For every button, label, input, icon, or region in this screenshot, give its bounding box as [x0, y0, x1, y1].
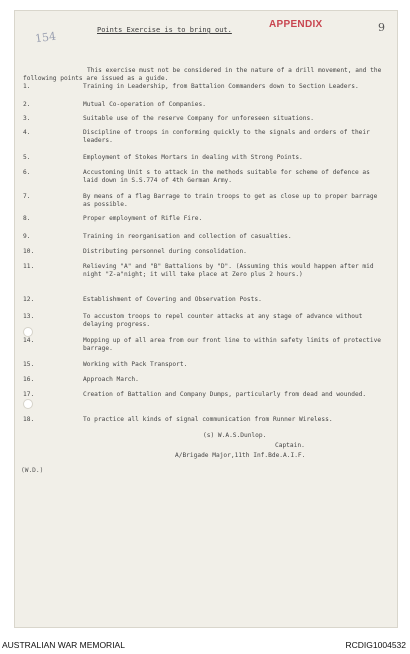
item-text: Suitable use of the reserve Company for unforeseen situations.	[83, 115, 314, 122]
item-text: Mopping up of all area from our front line to within safety limits of protective barrage.	[83, 337, 382, 352]
item-text: To practice all kinds of signal communication from Runner Wireless.	[83, 416, 333, 423]
page-number: 9	[378, 21, 385, 34]
item-text: Accustoming Unit s to attack in the methods suitable for scheme of defence as laid down in S.S.774 of 4th German Army.	[83, 169, 370, 184]
item-number: 14.	[23, 337, 35, 344]
item-number: 15.	[23, 361, 35, 368]
item-number: 18.	[23, 416, 35, 423]
document-page	[14, 10, 398, 628]
item-number: 13.	[23, 313, 35, 320]
item-number: 12.	[23, 296, 35, 303]
item-number: 16.	[23, 376, 35, 383]
signature-name: (s) W.A.S.Dunlop.	[203, 432, 267, 439]
item-text: Proper employment of Rifle Fire.	[83, 215, 203, 222]
initials: (W.D.)	[21, 467, 44, 474]
item-text: Discipline of troops in conforming quickly to the signals and orders of their leaders.	[83, 129, 370, 144]
item-text: Relieving "A" and "B" Battalions by "D". (Assuming this would happen after mid night "Z-a"night; it will take place at Zero plus 2 hours.)	[83, 263, 374, 278]
item-text: Training in Leadership, from Battalion Commanders down to Section Leaders.	[83, 83, 359, 90]
item-text: To accustom troops to repel counter attacks at any stage of advance without delaying progress.	[83, 313, 363, 328]
item-text: Training in reorganisation and collection of casualties.	[83, 233, 292, 240]
item-number: 10.	[23, 248, 35, 255]
item-number: 2.	[23, 101, 31, 108]
item-number: 11.	[23, 263, 35, 270]
item-number: 5.	[23, 154, 31, 161]
signature-role: A/Brigade Major,11th Inf.Bde.A.I.F.	[175, 452, 306, 459]
document-title: Points Exercise is to bring out.	[97, 26, 232, 34]
item-number: 8.	[23, 215, 31, 222]
punch-hole	[23, 327, 33, 337]
pencil-folio-number: 154	[34, 29, 57, 46]
item-text: Distributing personnel during consolidation.	[83, 248, 247, 255]
item-number: 6.	[23, 169, 31, 176]
item-number: 3.	[23, 115, 31, 122]
item-text: Employment of Stokes Mortars in dealing with Strong Points.	[83, 154, 303, 161]
item-number: 9.	[23, 233, 31, 240]
appendix-stamp: APPENDIX	[269, 19, 323, 30]
item-text: Working with Pack Transport.	[83, 361, 188, 368]
item-number: 7.	[23, 193, 31, 200]
item-text: Creation of Battalion and Company Dumps, particularly from dead and wounded.	[83, 391, 367, 398]
item-text: Establishment of Covering and Observation Posts.	[83, 296, 262, 303]
item-text: Approach March.	[83, 376, 139, 383]
intro-paragraph: This exercise must not be considered in the nature of a drill movement, and the following points are issued as a guide.	[23, 67, 382, 82]
item-text: Mutual Co-operation of Companies.	[83, 101, 206, 108]
signature-rank: Captain.	[275, 442, 305, 449]
item-number: 4.	[23, 129, 31, 136]
item-number: 1.	[23, 83, 31, 90]
footer-institution: AUSTRALIAN WAR MEMORIAL	[2, 640, 125, 650]
item-text: By means of a flag Barrage to train troops to get as close up to proper barrage as possible.	[83, 193, 378, 208]
footer-record-id: RCDIG1004532	[345, 640, 406, 650]
item-number: 17.	[23, 391, 35, 398]
punch-hole	[23, 399, 33, 409]
